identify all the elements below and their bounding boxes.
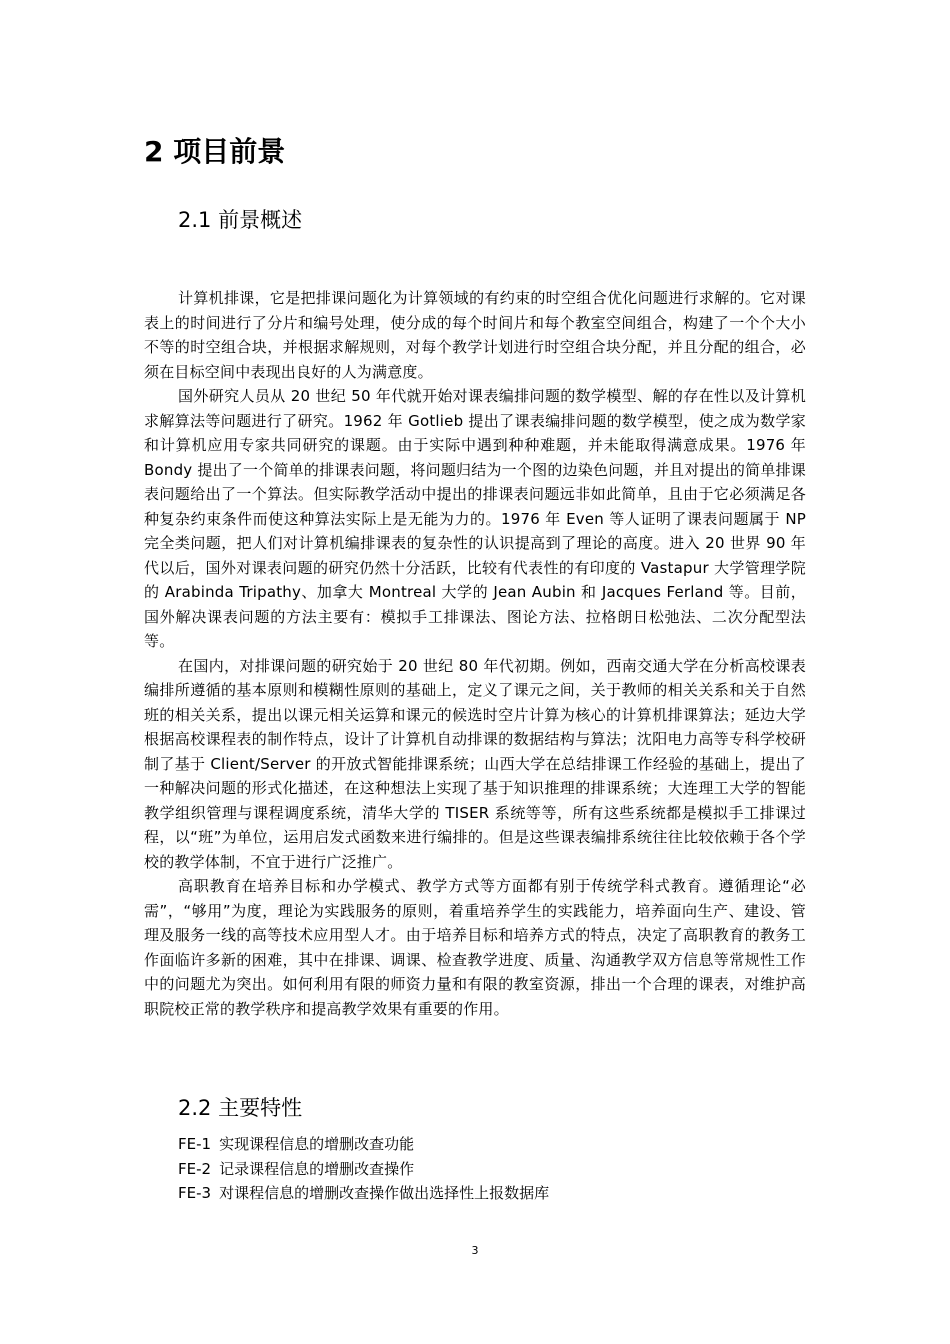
feature-text: 记录课程信息的增删改查操作 (219, 1159, 415, 1178)
page-number: 3 (471, 1244, 479, 1257)
paragraph: 高职教育在培养目标和办学模式、教学方式等方面都有别于传统学科式教育。遵循理论“必需”，“够用”为度，理论为实践服务的原则，着重培养学生的实践能力，培养面向生产、建设、管理及服务一线的高等技术应用型人才。由于培养目标和培养方式的特点，决定了高职教育的教务工作面临许多新的困难，其中在排课、调课、检查教学进度、质量、沟通教学双方信息等常规性工作中的问题尤为突出。如何利用有限的师资力量和有限的教室资源，排出一个合理的课表，对维护高职院校正常的教学秩序和提高教学效果有重要的作用。 (144, 877, 806, 1018)
feature-text: 对课程信息的增删改查操作做出选择性上报数据库 (219, 1184, 550, 1202)
overview-body (144, 286, 806, 1021)
section-heading-overview: 2.1 前景概述 (178, 208, 303, 232)
chapter-heading: 2 项目前景 (144, 135, 286, 168)
feature-list (178, 1132, 549, 1206)
feature-item (178, 1157, 549, 1182)
paragraph: 国外研究人员从 20 世纪 50 年代就开始对课表编排问题的数学模型、解的存在性以及计算机求解算法等问题进行了研究。1962 年 Gotlieb 提出了课表编排问题的数学模型，使之成为数学家和计算机应用专家共同研究的课题。由于实际中遇到种种难题，并未能取得满意成果。1976 年 Bondy 提出了一个简单的排课表问题，将问题归结为一个图的边染色问题，并且对提出的简单排课表问题给出了一个算法。但实际教学活动中提出的排课表问题远非如此简单，且由于它必须满足各种复杂约束条件而使这种算法实际上是无能为力的。1976 年 Even 等人证明了课表问题属于 NP 完全类问题，把人们对计算机编排课表的复杂性的认识提高到了理论的高度。进入 20 世界 90 年代以后，国外对课表问题的研究仍然十分活跃，比较有代表性的有印度的 Vastapur 大学管理学院的 Arabinda Tripathy、加拿大 Montreal 大学的 Jean Aubin 和 Jacques Ferland 等。目前，国外解决课表问题的方法主要有：模拟手工排课法、图论方法、拉格朗日松弛法、二次分配型法等。 (144, 387, 806, 650)
section-heading-features: 2.2 主要特性 (178, 1096, 303, 1120)
feature-id: FE-1 (178, 1135, 212, 1153)
paragraph: 在国内，对排课问题的研究始于 20 世纪 80 年代初期。例如，西南交通大学在分析高校课表编排所遵循的基本原则和模糊性原则的基础上，定义了课元之间，关于教师的相关关系和关于自然班的相关关系，提出以课元相关运算和课元的候选时空片计算为核心的计算机排课算法；延边大学根据高校课程表的制作特点，设计了计算机自动排课的数据结构与算法；沈阳电力高等专科学校研制了基于 Client/Server 的开放式智能排课系统；山西大学在总结排课工作经验的基础上，提出了一种解决问题的形式化描述，在这种想法上实现了基于知识推理的排课系统；大连理工大学的智能教学组织管理与课程调度系统，清华大学的 TISER 系统等等，所有这些系统都是模拟手工排课过程，以“班”为单位，运用启发式函数来进行编排的。但是这些课表编排系统往往比较依赖于各个学校的教学体制，不宜于进行广泛推广。 (144, 656, 806, 871)
paragraph: 计算机排课，它是把排课问题化为计算领域的有约束的时空组合优化问题进行求解的。它对课表上的时间进行了分片和编号处理，使分成的每个时间片和每个教室空间组合，构建了一个个大小不等的时空组合块，并根据求解规则，对每个教学计划进行时空组合块分配，并且分配的组合，必须在目标空间中表现出良好的人为满意度。 (144, 289, 806, 381)
feature-item (178, 1181, 549, 1206)
feature-id: FE-3 (178, 1184, 212, 1202)
feature-item (178, 1132, 549, 1157)
feature-id: FE-2 (178, 1159, 212, 1178)
feature-text: 实现课程信息的增删改查功能 (219, 1135, 415, 1153)
